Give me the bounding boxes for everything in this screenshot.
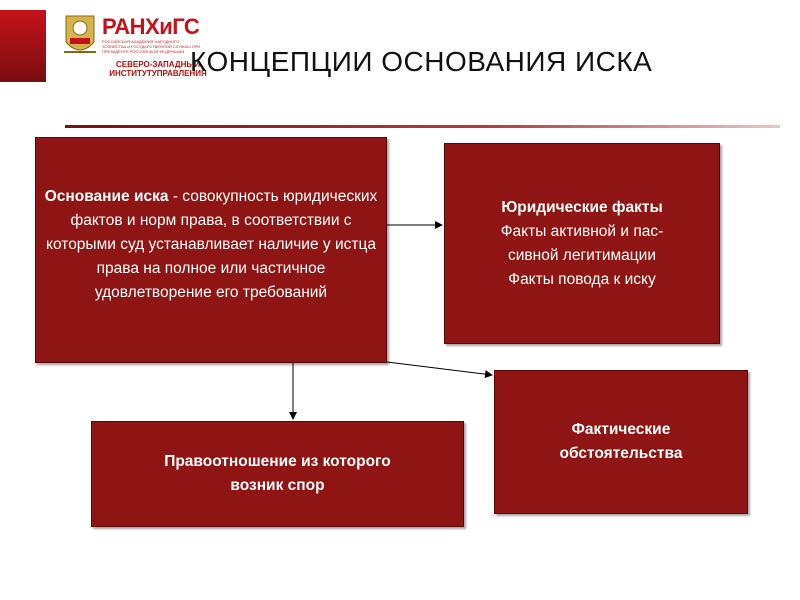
box-factual-circumstances (494, 370, 748, 514)
logo-branch-line1: СЕВЕРО-ЗАПАДНЫЙ (116, 60, 200, 69)
circumstances-line1: Фактические (571, 421, 671, 438)
legal-facts-line3: Факты повода к иску (508, 270, 656, 288)
claim-basis-term: Основание иска (44, 188, 169, 205)
claim-basis-definition: - совокупность юридических фактов и норм права, в соответствии с которыми суд устанавливает наличие у истца права на полное или частичное удовлетворение его требований (46, 188, 378, 301)
legal-facts-heading: Юридические факты (501, 198, 663, 216)
legal-facts-line1: Факты активной и пас- (500, 222, 664, 240)
legal-facts-line2: сивной легитимации (508, 246, 656, 264)
logo-name: РАНХиГС (102, 14, 200, 39)
box-legal-relationship (91, 421, 464, 527)
claim-basis-text (40, 185, 382, 305)
box-claim-basis (35, 137, 387, 363)
page-title: КОНЦЕПЦИИ ОСНОВАНИЯ ИСКА (190, 46, 653, 77)
relationship-line2: возник спор (230, 477, 325, 494)
arrow-to-circumstances (387, 362, 492, 375)
relationship-line1: Правоотношение из которого (164, 453, 391, 470)
logo-subtitle: РОССИЙСКАЯ АКАДЕМИЯ НАРОДНОГО ХОЗЯЙСТВА И ГОСУДАРСТВЕННОЙ СЛУЖБЫ ПРИ ПРЕЗИДЕНТЕ РОССИЙСКОЙ ФЕДЕРАЦИИ (102, 39, 201, 54)
logo-branch-line2: ИНСТИТУТУПРАВЛЕНИЯ (109, 69, 207, 78)
box-legal-facts (444, 143, 720, 344)
circumstances-line2: обстоятельства (559, 445, 683, 462)
